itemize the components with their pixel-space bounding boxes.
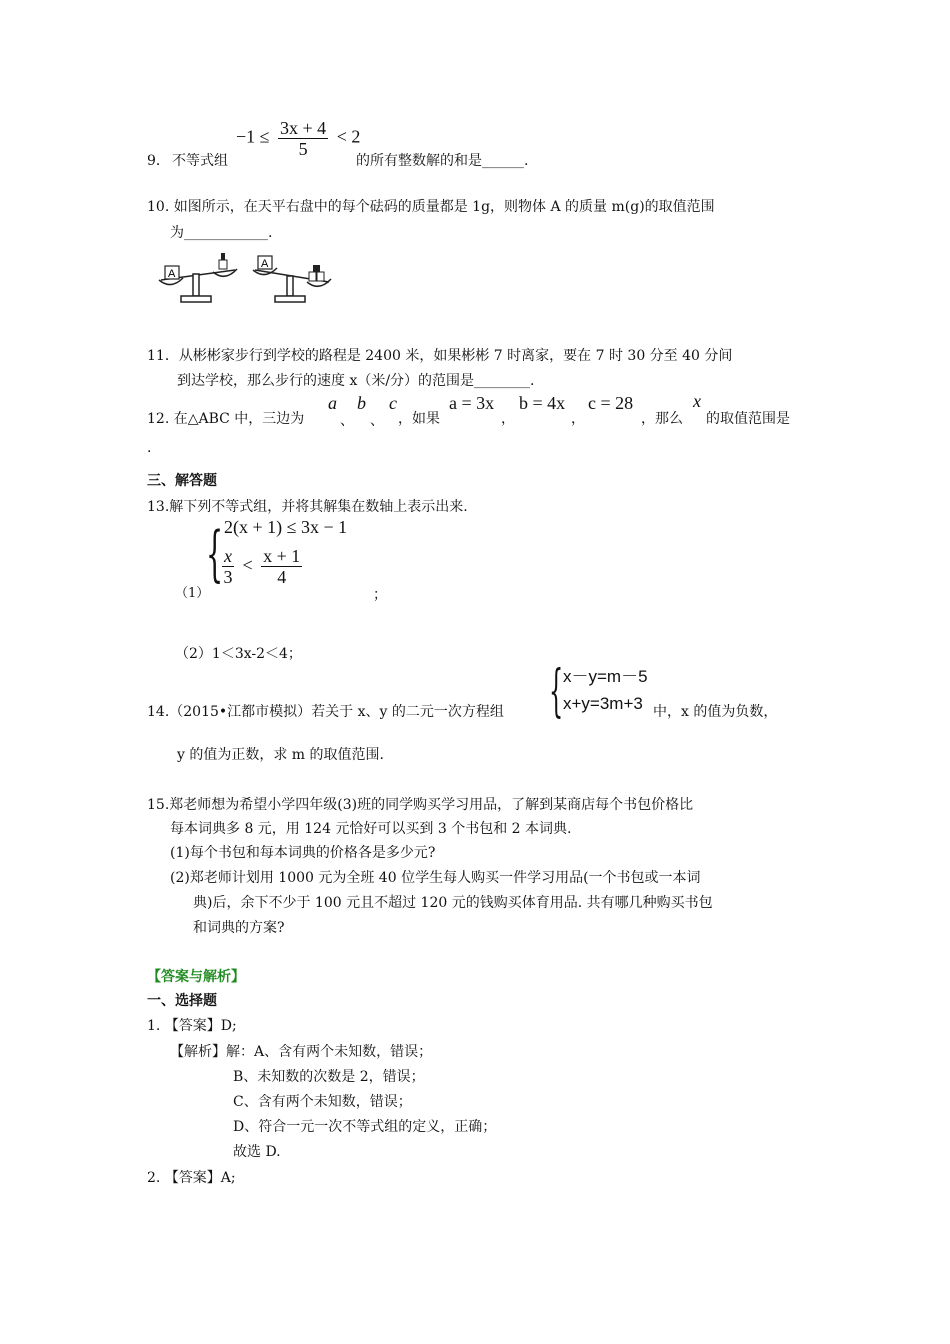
q10-line1: 10. 如图所示，在天平右盘中的每个砝码的质量都是 1g，则物体 A 的质量 m(g)的取值范围 [147,199,715,215]
q13-prompt: 13.解下列不等式组，并将其解集在数轴上表示出来. [147,499,468,515]
q12-then: ，那么 [641,411,683,427]
box-a-right-label: A [261,258,269,270]
weight-left-2 [221,253,225,260]
q12-eq-a: a = 3x [449,393,495,413]
q12-sep2: 、 [370,413,384,429]
q13-frac2-num: x + 1 [263,546,301,566]
section3-title: 三、解答题 [147,473,217,489]
q13-frac2 [261,546,302,587]
q13-brace: { [206,519,224,589]
q14-eq1: x－y=m－5 [563,667,648,686]
answer1-d: D、符合一元一次不等式组的定义，正确； [233,1119,497,1135]
q9-frac-num: 3x + 4 [280,118,327,138]
answer1-c: C、含有两个未知数，错误； [233,1094,412,1110]
q9-text-after: 的所有整数解的和是______. [356,153,529,169]
answers-title: 【答案与解析】 [147,969,245,985]
q13-frac2-den: 4 [277,567,287,587]
q9-number: 9． [147,153,170,169]
q9-text-before: 不等式组 [172,153,228,169]
q12-var-a: a [328,393,337,413]
answer1-analysis: 【解析】解：A、含有两个未知数，错误； [170,1044,433,1060]
q13-lt: < [242,554,253,575]
q13-semicolon: ； [373,587,387,603]
answer1-b: B、未知数的次数是 2，错误； [233,1069,425,1085]
q12-var-b: b [357,393,366,413]
q9-ineq-left: −1 ≤ [236,126,270,147]
q15-line2: 每本词典多 8 元，用 124 元恰好可以买到 3 个书包和 2 本词典. [170,821,572,837]
q12-var-c: c [389,393,397,413]
q15-sub2-line3: 和词典的方案? [193,920,285,936]
q15-sub2-line2: 典)后，余下不少于 100 元且不超过 120 元的钱购买体育用品. 共有哪几种购买书包 [193,895,713,911]
q14-eq2: x+y=3m+3 [563,694,643,713]
q12-sep1: 、 [340,413,354,429]
q9-inequality [236,118,360,159]
q10-line2: 为____________. [170,225,273,241]
answer2: 2. 【答案】A; [147,1170,236,1186]
weight-left-1 [219,260,227,269]
q12-number: 12. 在△ABC 中，三边为 [147,411,305,427]
answer1-choice: 故选 D. [233,1144,281,1160]
q15-line1: 15.郑老师想为希望小学四年级(3)班的同学购买学习用品，了解到某商店每个书包价格比 [147,797,694,813]
q9-frac-den: 5 [298,139,308,159]
q13-part2: （2）1＜3x-2＜4； [175,646,302,662]
q12-eq-c: c = 28 [588,393,634,413]
box-a-left-label: A [168,268,176,280]
balance-figure [155,250,345,308]
q15-sub1: (1)每个书包和每本词典的价格各是多少元? [170,845,436,861]
q13-frac1-num: x [224,546,232,566]
weight-right-2 [317,272,324,281]
q12-tail: 的取值范围是 [706,411,790,427]
weight-right-1 [309,272,316,281]
q9-fraction [278,118,328,159]
q12-period: . [147,440,152,456]
q12-eq-b: b = 4x [519,393,566,413]
q14-line2: y 的值为正数，求 m 的取值范围. [177,747,384,763]
q12-comma1: ， [501,411,515,427]
answer1: 1. 【答案】D; [147,1018,237,1034]
q13-ineq1: 2(x + 1) ≤ 3x − 1 [224,517,348,537]
q13-frac1 [222,546,234,587]
q13-frac1-den: 3 [223,567,233,587]
q14-text-before: 14.（2015•江都市模拟）若关于 x、y 的二元一次方程组 [147,704,504,720]
q13-ineq2 [222,546,302,587]
q14-text-after: 中，x 的值为负数， [653,704,778,720]
q15-sub2-line1: (2)郑老师计划用 1000 元为全班 40 位学生每人购买一件学习用品(一个书包或一本词 [170,870,701,886]
q12-if: ，如果 [398,411,440,427]
answers-section1: 一、选择题 [147,993,217,1009]
q14-brace: { [549,659,564,724]
q12-comma2: ， [571,411,585,427]
q11-line2: 到达学校，那么步行的速度 x（米/分）的范围是________. [177,373,535,389]
weight-right-3 [313,265,320,272]
q12-var-x: x [693,391,701,411]
q11-line1: 11．从彬彬家步行到学校的路程是 2400 米，如果彬彬 7 时离家，要在 7 时 30 分至 40 分间 [147,348,733,364]
q9-ineq-right: < 2 [336,126,361,147]
q13-part1-label: （1） [175,586,210,601]
